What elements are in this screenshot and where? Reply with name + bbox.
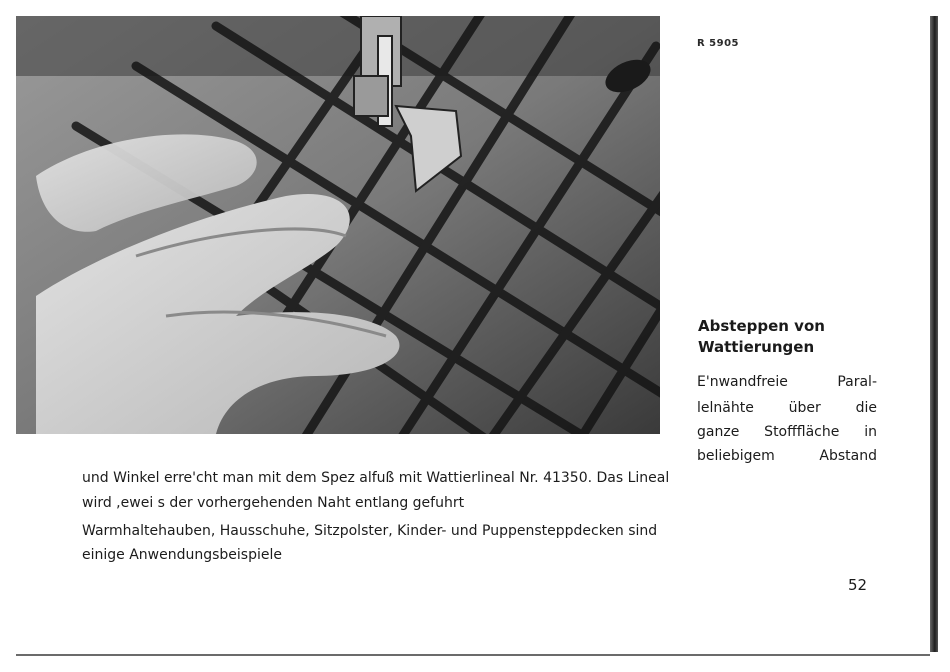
- quilting-photo: [16, 16, 660, 434]
- body-column-line: beliebigem Abstand: [697, 448, 877, 464]
- body-line: und Winkel erre'cht man mit dem Spez alfuß mit Wattierlineal Nr. 41350. Das Lineal: [82, 470, 670, 486]
- heading-line-1: Absteppen von: [698, 317, 825, 335]
- page-number: 52: [848, 576, 868, 594]
- body-line: Warmhaltehauben, Hausschuhe, Sitzpolster, Kinder- und Puppensteppdecken sind: [82, 523, 658, 539]
- heading-line-2: Wattierungen: [698, 338, 815, 356]
- body-column-line: ganze Stofffläche in: [697, 424, 877, 440]
- reference-code: R 5905: [697, 38, 740, 49]
- scan-edge: [930, 16, 938, 652]
- body-line: wird ,ewei s der vorhergehenden Naht entlang gefuhrt: [82, 495, 465, 511]
- bottom-rule: [16, 654, 930, 656]
- body-column-line: lelnähte über die: [697, 400, 877, 416]
- section-heading: [698, 316, 888, 358]
- body-line: einige Anwendungsbeispiele: [82, 547, 282, 563]
- photo-illustration: [16, 16, 660, 434]
- body-column-line: E'nwandfreie Paral-: [697, 374, 877, 390]
